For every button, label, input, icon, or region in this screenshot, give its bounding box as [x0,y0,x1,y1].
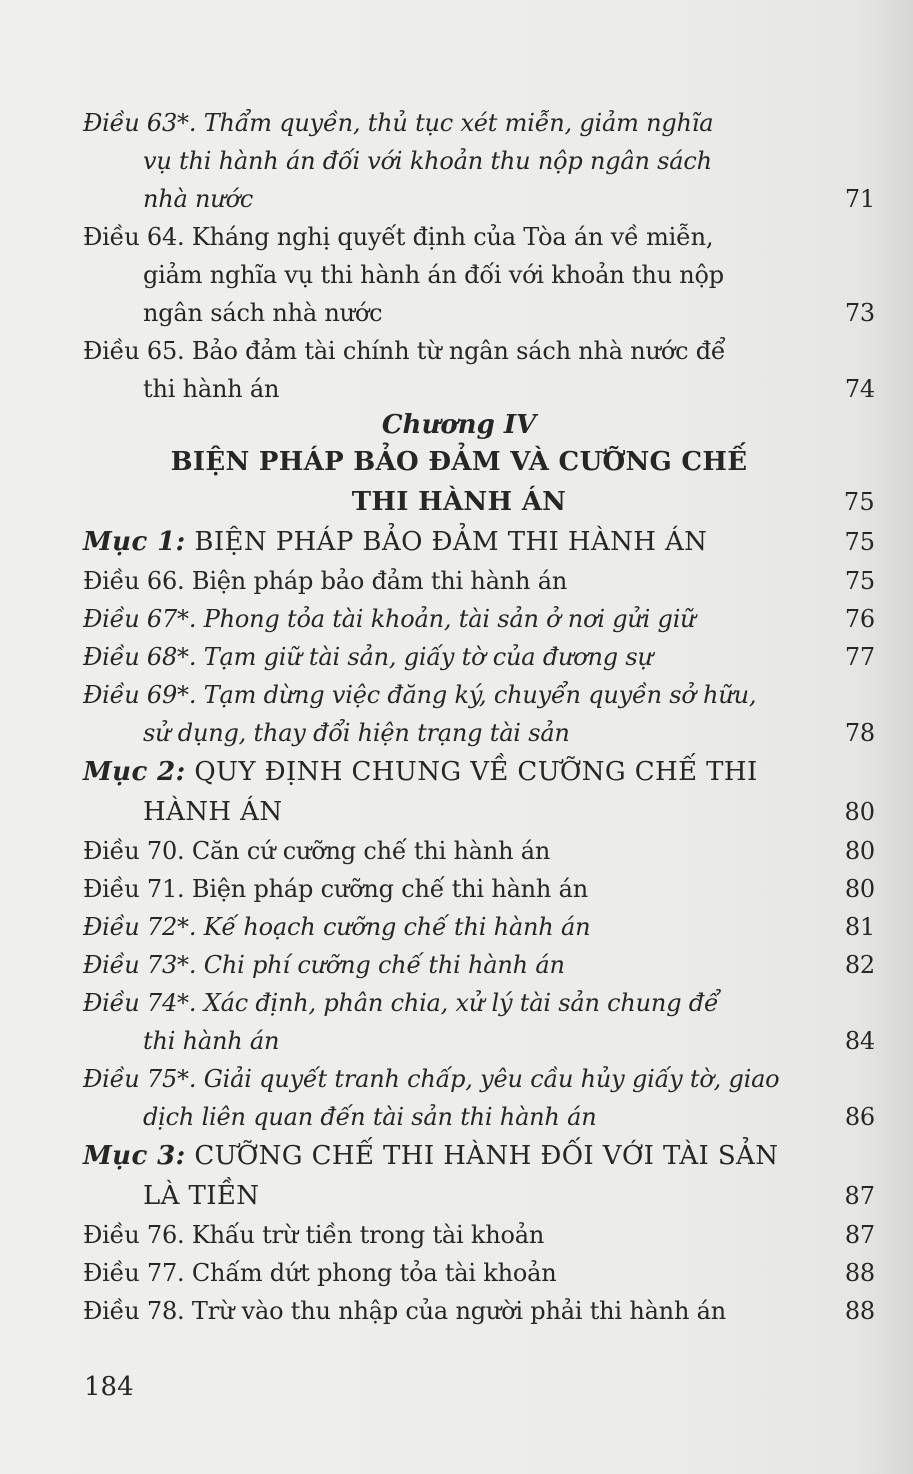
toc-entry-title: Điều 76. Khấu trừ tiền trong tài khoản [83,1221,545,1249]
chapter-title [83,442,875,522]
toc-page-number: 80 [844,837,875,865]
page-folio-number: 184 [84,1372,134,1402]
toc-entry-title: Điều 72*. Kế hoạch cưỡng chế thi hành án [83,913,591,941]
section-title: BIỆN PHÁP BẢO ĐẢM THI HÀNH ÁN [194,527,708,557]
section-title: CƯỠNG CHẾ THI HÀNH ĐỐI VỚI TÀI SẢN [194,1141,779,1171]
section-label: Mục 3: [83,1141,186,1171]
toc-entry-title: Điều 70. Căn cứ cưỡng chế thi hành án [83,837,551,865]
toc-entry-65 [83,332,875,408]
toc-entry-73 [83,946,875,984]
toc-entry-title: Điều 68*. Tạm giữ tài sản, giấy tờ của đương sự [83,643,653,671]
toc-entry-76 [83,1216,875,1254]
toc-entry-title: Điều 78. Trừ vào thu nhập của người phải thi hành án [83,1297,726,1325]
chapter-label: Chương IV [381,410,537,440]
toc-page-number: 75 [844,528,875,556]
toc-entry-title: Điều 73*. Chi phí cưỡng chế thi hành án [83,951,565,979]
toc-entry-71 [83,870,875,908]
toc-entry-title-cont: giảm nghĩa vụ thi hành án đối với khoản thu nộp [143,261,724,289]
toc-page-number: 80 [844,798,875,826]
toc-entry-title-cont: vụ thi hành án đối với khoản thu nộp ngân sách [143,147,712,175]
section-heading-2 [83,752,875,832]
toc-entry-title-cont: thi hành án [143,1027,280,1055]
toc-page-number: 74 [844,375,875,403]
toc-entry-title: Điều 75*. Giải quyết tranh chấp, yêu cầu hủy giấy tờ, giao [83,1065,780,1093]
toc-page-number: 80 [844,875,875,903]
toc-page-number: 75 [843,488,875,516]
toc-page-number: 88 [844,1297,875,1325]
toc-entry-title: Điều 74*. Xác định, phân chia, xử lý tài sản chung để [83,989,719,1017]
toc-entry-title-cont: ngân sách nhà nước [143,299,383,327]
toc-page-number: 88 [844,1259,875,1287]
toc-entry-75 [83,1060,875,1136]
section-title-cont: HÀNH ÁN [143,797,283,827]
toc-entry-77 [83,1254,875,1292]
section-title-cont: LÀ TIỀN [143,1181,260,1211]
section-heading-3 [83,1136,875,1216]
toc-entry-78 [83,1292,875,1330]
toc-page-number: 71 [844,185,875,213]
toc-entry-title: Điều 77. Chấm dứt phong tỏa tài khoản [83,1259,557,1287]
toc-page-number: 73 [844,299,875,327]
toc-entry-66 [83,562,875,600]
toc-entry-title: Điều 71. Biện pháp cưỡng chế thi hành án [83,875,588,903]
toc-page-number: 87 [844,1221,875,1249]
section-title: QUY ĐỊNH CHUNG VỀ CƯỠNG CHẾ THI [194,757,758,787]
toc-page-number: 84 [844,1027,875,1055]
toc-page-number: 78 [844,719,875,747]
toc-entry-title-cont: sử dụng, thay đổi hiện trạng tài sản [143,719,570,747]
toc-entry-title: Điều 69*. Tạm dừng việc đăng ký, chuyển quyền sở hữu, [83,681,757,709]
toc-entry-67 [83,600,875,638]
toc-entry-64 [83,218,875,332]
toc-page-number: 75 [844,567,875,595]
section-label: Mục 1: [83,527,186,557]
toc-entry-68 [83,638,875,676]
toc-entry-title: Điều 67*. Phong tỏa tài khoản, tài sản ở nơi gửi giữ [83,605,696,633]
toc-page-number: 81 [844,913,875,941]
toc-entry-title: Điều 65. Bảo đảm tài chính từ ngân sách nhà nước để [83,337,726,365]
toc-entry-title-cont: dịch liên quan đến tài sản thi hành án [143,1103,597,1131]
toc-entry-title: Điều 66. Biện pháp bảo đảm thi hành án [83,567,568,595]
toc-page-number: 77 [844,643,875,671]
toc-entry-title: Điều 64. Kháng nghị quyết định của Tòa án về miễn, [83,223,714,251]
toc-entry-63 [83,104,875,218]
toc-entry-title: Điều 63*. Thẩm quyền, thủ tục xét miễn, giảm nghĩa [83,109,714,137]
table-of-contents [83,104,875,1330]
toc-entry-title-cont: nhà nước [143,185,254,213]
section-label: Mục 2: [83,757,186,787]
chapter-title-line: BIỆN PHÁP BẢO ĐẢM VÀ CƯỠNG CHẾ [170,447,748,477]
toc-page-number: 76 [844,605,875,633]
toc-entry-69 [83,676,875,752]
toc-page-number: 86 [844,1103,875,1131]
toc-entry-70 [83,832,875,870]
chapter-title-line: THI HÀNH ÁN [351,487,567,517]
toc-page-number: 82 [844,951,875,979]
toc-entry-title-cont: thi hành án [143,375,280,403]
section-heading-1 [83,522,875,562]
toc-entry-74 [83,984,875,1060]
toc-entry-72 [83,908,875,946]
toc-page-number: 87 [844,1182,875,1210]
